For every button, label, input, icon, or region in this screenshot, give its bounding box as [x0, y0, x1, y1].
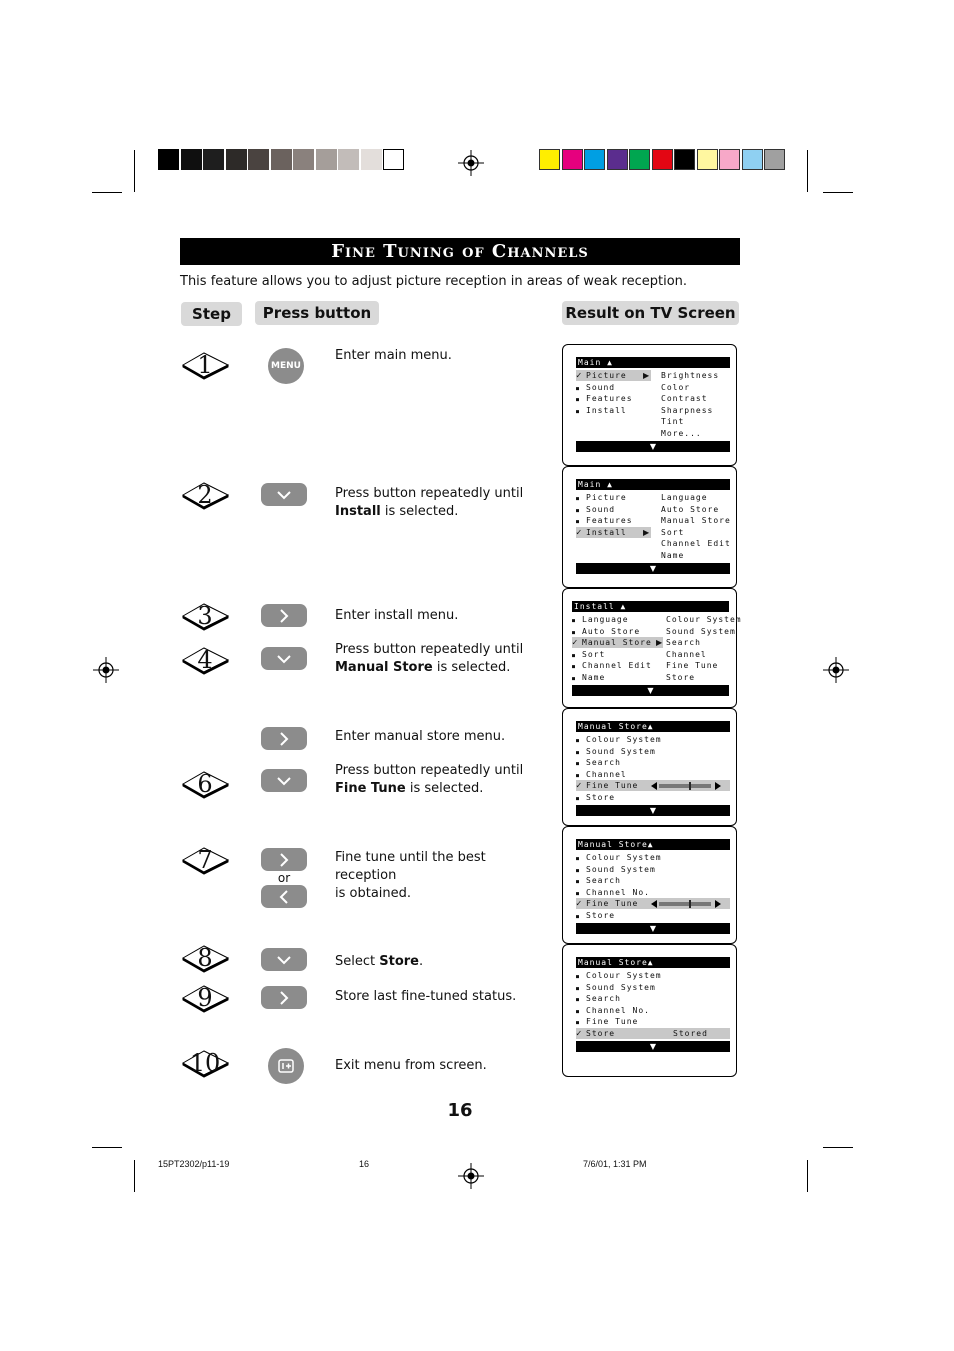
instruction-line: [335, 953, 545, 971]
bullet-icon: ■: [576, 772, 581, 779]
crop-mark: [823, 1147, 853, 1148]
instruction-line: [335, 885, 545, 903]
menu-item-label: Name: [582, 672, 606, 682]
chevron-right-icon: [274, 731, 294, 747]
screen-header: Manual Store▲: [576, 721, 730, 732]
menu-item-label: Features: [586, 516, 633, 525]
step-number: [182, 769, 230, 801]
right-button[interactable]: [261, 986, 307, 1009]
screen-header: Main ▲: [576, 479, 730, 490]
instruction-line: [335, 503, 545, 521]
tv-screen: [562, 944, 737, 1077]
crop-mark: [807, 150, 808, 192]
instruction-text: Fine tune until the best reception: [335, 850, 486, 883]
instruction-text: Enter main menu.: [335, 348, 452, 363]
bullet-icon: ■: [572, 629, 577, 636]
menu-item-label: Store: [586, 910, 616, 920]
bullet-icon: ■: [576, 867, 581, 874]
registration-mark-icon: [93, 657, 119, 683]
screen-footer: ▼: [576, 1041, 730, 1052]
menu-item-label: Sound System: [586, 746, 656, 756]
bullet-icon: ■: [576, 408, 581, 415]
submenu-item: Auto Store: [661, 504, 720, 514]
bullet-icon: ■: [576, 890, 581, 897]
instruction-text: Press button repeatedly until: [335, 642, 524, 657]
down-button[interactable]: [261, 483, 307, 506]
step-number: [182, 983, 230, 1015]
footer-page: 16: [359, 1159, 370, 1169]
menu-item: [572, 672, 605, 686]
step-number: [182, 645, 230, 677]
bullet-icon: ■: [576, 795, 581, 802]
chevron-down-icon: [274, 773, 294, 789]
menu-item-label: Sound System: [586, 982, 656, 992]
submenu-item: Color: [661, 382, 691, 392]
instruction-line: [335, 762, 545, 780]
menu-item: [576, 527, 627, 540]
color-swatch: [652, 149, 673, 170]
instruction-text: Exit menu from screen.: [335, 1058, 487, 1073]
color-swatch: [697, 149, 718, 170]
menu-item-label: Colour System: [586, 735, 662, 744]
color-swatch: [562, 149, 583, 170]
page-title: Fine Tuning of Channels: [180, 238, 740, 265]
step-number-label: 10: [189, 1049, 221, 1077]
step-number-label: 3: [197, 602, 213, 630]
instruction-line: [335, 849, 545, 885]
menu-item-label: Search: [586, 994, 621, 1003]
step-number: [182, 943, 230, 975]
bullet-icon: ■: [576, 1008, 581, 1015]
menu-item: [576, 405, 627, 419]
registration-mark-icon: [823, 657, 849, 683]
menu-item-label: Channel Edit: [582, 661, 652, 670]
menu-item-label: Install: [586, 405, 627, 415]
instruction-text: Store last fine-tuned status.: [335, 989, 517, 1004]
color-swatch: [203, 149, 224, 170]
instruction-text: Press button repeatedly until: [335, 486, 524, 501]
menu-item-label: Language: [582, 615, 629, 624]
step-instruction: [335, 485, 545, 521]
color-swatch: [316, 149, 337, 170]
submenu-item: Language: [661, 493, 708, 502]
chevron-right-icon: [274, 990, 294, 1006]
bullet-icon: ■: [576, 974, 581, 980]
step-instruction: [335, 988, 545, 1006]
bullet-icon: ■: [572, 675, 577, 682]
bullet-icon: ■: [576, 879, 581, 885]
menu-item-label: Manual Store: [582, 638, 652, 647]
menu-item-label: Sound: [586, 504, 616, 514]
bullet-icon: ■: [576, 496, 581, 502]
color-swatch: [674, 149, 695, 170]
step-number: [182, 601, 230, 633]
stored-status: Stored: [673, 1028, 708, 1038]
step-number-label: 4: [197, 646, 213, 674]
screen-header: Install ▲: [572, 601, 729, 612]
right-button[interactable]: [261, 604, 307, 627]
bullet-icon: ■: [576, 985, 581, 992]
bullet-icon: ■: [576, 997, 581, 1003]
instruction-line: [335, 347, 545, 365]
intro-text: This feature allows you to adjust picture reception in areas of weak reception.: [180, 274, 688, 289]
color-swatch: [158, 149, 179, 170]
footer-file: 15PT2302/p11-19: [158, 1159, 230, 1169]
crop-mark: [92, 1147, 122, 1148]
submenu-item: Name: [661, 550, 685, 560]
step-instruction: [335, 728, 545, 746]
bullet-icon: ■: [576, 856, 581, 862]
color-swatch: [181, 149, 202, 170]
step-number-label: 1: [197, 351, 213, 379]
screen-header: Manual Store▲: [576, 839, 730, 850]
submenu-item: Channel Edit: [661, 539, 731, 548]
fine-tune-slider: [651, 781, 721, 791]
step-number-label: 2: [197, 481, 213, 509]
step-number-label: 7: [197, 846, 213, 874]
crop-mark: [134, 150, 135, 192]
instruction-line: [335, 641, 545, 659]
instruction-text: Enter install menu.: [335, 608, 459, 623]
menu-item-label: Sort: [582, 649, 606, 659]
chevron-right-icon: [274, 608, 294, 624]
step-number-label: 9: [197, 984, 213, 1012]
menu-item-label: Search: [586, 876, 621, 885]
submenu-item: Search: [666, 638, 701, 647]
menu-item-label: Install: [586, 527, 627, 537]
tv-screen: [562, 466, 737, 588]
step-instruction: [335, 607, 545, 625]
color-swatch: [764, 149, 785, 170]
instruction-line: [335, 607, 545, 625]
crop-mark: [92, 192, 122, 193]
color-swatch: [742, 149, 763, 170]
color-swatch: [248, 149, 269, 170]
bullet-icon: ■: [576, 738, 581, 744]
submenu-arrow-icon: ▶: [643, 527, 650, 537]
step-number: [182, 1048, 230, 1080]
instruction-text: .: [419, 954, 424, 969]
bullet-icon: ■: [576, 749, 581, 756]
step-instruction: [335, 347, 545, 365]
instruction-line: [335, 659, 545, 677]
right-button[interactable]: [261, 848, 307, 871]
menu-item-label: Sound: [586, 382, 616, 392]
crop-mark: [134, 1160, 135, 1192]
bullet-icon: ■: [576, 397, 581, 403]
instruction-text: is obtained.: [335, 886, 412, 901]
check-icon: ✓: [576, 527, 583, 538]
color-swatch: [629, 149, 650, 170]
step-instruction: [335, 1057, 545, 1075]
right-button[interactable]: [261, 727, 307, 750]
chevron-right-icon: [274, 852, 294, 868]
menu-item-label: Fine Tune: [586, 781, 639, 790]
tv-screen: [562, 708, 737, 826]
screen-footer: ▼: [576, 563, 730, 574]
instruction-line: [335, 485, 545, 503]
menu-item: [576, 1028, 615, 1041]
or-label: or: [277, 871, 291, 885]
menu-button[interactable]: [268, 348, 304, 384]
instruction-keyword: Store: [379, 954, 419, 969]
down-button[interactable]: [261, 647, 307, 670]
menu-item-label: Channel: [586, 769, 627, 779]
instruction-keyword: Install: [335, 504, 381, 519]
submenu-item: Brightness: [661, 371, 720, 380]
instruction-text: is selected.: [380, 504, 459, 519]
instruction-text: is selected.: [405, 781, 484, 796]
submenu-item: Store: [666, 672, 696, 682]
submenu-item: Sound System: [666, 626, 736, 636]
screen-footer: ▼: [576, 923, 730, 934]
footer-date: 7/6/01, 1:31 PM: [583, 1159, 647, 1169]
menu-item-label: Channel No.: [586, 887, 650, 897]
screen-footer: ▼: [576, 441, 730, 452]
chevron-down-icon: [274, 487, 294, 503]
color-swatch: [271, 149, 292, 170]
color-swatch: [383, 149, 404, 170]
step-instruction: [335, 762, 545, 798]
down-button[interactable]: [261, 948, 307, 971]
check-icon: ✓: [572, 638, 579, 648]
menu-item: [576, 910, 615, 924]
result-header: Result on TV Screen: [562, 301, 739, 325]
submenu-item: Manual Store: [661, 516, 731, 525]
step-number-label: 8: [197, 944, 213, 972]
bullet-icon: ■: [572, 618, 577, 624]
color-swatch: [338, 149, 359, 170]
step-number: [182, 350, 230, 382]
page-number: 16: [447, 1100, 473, 1121]
instruction-line: [335, 1057, 545, 1075]
bullet-icon: ■: [576, 519, 581, 525]
color-swatch: [293, 149, 314, 170]
tv-screen: [562, 588, 742, 708]
color-swatch: [607, 149, 628, 170]
screen-header: Main ▲: [576, 357, 730, 368]
bullet-icon: ■: [572, 664, 577, 670]
tv-screen: [562, 344, 737, 466]
bullet-icon: ■: [576, 385, 581, 392]
bullet-icon: ■: [576, 507, 581, 514]
bullet-icon: ■: [576, 913, 581, 920]
press-button-header: Press button: [255, 301, 379, 325]
menu-item-label: Features: [586, 394, 633, 403]
check-icon: ✓: [576, 781, 583, 791]
step-instruction: [335, 641, 545, 677]
menu-item-label: Colour System: [586, 971, 662, 980]
step-instruction: [335, 849, 545, 903]
color-swatch: [584, 149, 605, 170]
tv-screen: [562, 826, 737, 944]
submenu-arrow-icon: ▶: [656, 638, 663, 647]
color-swatch: [719, 149, 740, 170]
left-button[interactable]: [261, 885, 307, 908]
screen-footer: ▼: [576, 805, 730, 816]
crop-mark: [823, 192, 853, 193]
color-swatch: [361, 149, 382, 170]
step-number: [182, 480, 230, 512]
chevron-down-icon: [274, 651, 294, 667]
submenu-arrow-icon: ▶: [643, 371, 650, 380]
fine-tune-slider: [651, 899, 721, 909]
instruction-text: Press button repeatedly until: [335, 763, 524, 778]
menu-item-label: Search: [586, 758, 621, 767]
instruction-text: is selected.: [432, 660, 511, 675]
instruction-text: Select: [335, 954, 380, 969]
screen-header: Manual Store▲: [576, 957, 730, 968]
check-icon: ✓: [576, 371, 583, 381]
menu-item-label: Colour System: [586, 853, 662, 862]
step-header: Step: [181, 302, 242, 326]
menu-item-label: Picture: [586, 493, 627, 502]
check-icon: ✓: [576, 899, 583, 909]
instruction-line: [335, 728, 545, 746]
step-number: [182, 845, 230, 877]
menu-item-label: Store: [586, 1028, 616, 1038]
step-number-label: 6: [197, 770, 213, 798]
down-button[interactable]: [261, 769, 307, 792]
bullet-icon: ■: [572, 652, 577, 659]
menu-item-label: Picture: [586, 371, 627, 380]
exit-osd-button[interactable]: [268, 1048, 304, 1084]
menu-item-label: Channel No.: [586, 1005, 650, 1015]
registration-mark-icon: [458, 150, 484, 176]
step-instruction: [335, 953, 545, 971]
instruction-line: [335, 988, 545, 1006]
instruction-text: Enter manual store menu.: [335, 729, 506, 744]
submenu-item: Fine Tune: [666, 661, 719, 670]
color-swatch: [539, 149, 560, 170]
registration-mark-icon: [458, 1163, 484, 1189]
submenu-item: Contrast: [661, 394, 708, 403]
submenu-item: Sort: [661, 527, 685, 537]
menu-item-label: Auto Store: [582, 626, 641, 636]
menu-button-label: MENU: [271, 361, 301, 371]
osd-display-icon: [278, 1059, 294, 1073]
chevron-down-icon: [274, 952, 294, 968]
menu-item: [576, 792, 615, 806]
menu-item-label: Store: [586, 792, 616, 802]
bullet-icon: ■: [576, 1020, 581, 1026]
menu-item-label: Fine Tune: [586, 899, 639, 908]
chevron-left-icon: [274, 889, 294, 905]
instruction-line: [335, 780, 545, 798]
instruction-keyword: Manual Store: [335, 660, 433, 675]
instruction-keyword: Fine Tune: [335, 781, 406, 796]
submenu-item: Channel: [666, 649, 707, 659]
color-swatch: [226, 149, 247, 170]
submenu-item: Tint: [661, 417, 685, 426]
screen-footer: ▼: [572, 685, 729, 696]
crop-mark: [807, 1160, 808, 1192]
menu-item-label: Sound System: [586, 864, 656, 874]
submenu-item: Sharpness: [661, 405, 714, 415]
check-icon: ✓: [576, 1028, 583, 1039]
submenu-item: More...: [661, 428, 702, 438]
submenu-item: Colour System: [666, 615, 742, 624]
menu-item-label: Fine Tune: [586, 1017, 639, 1026]
bullet-icon: ■: [576, 761, 581, 767]
